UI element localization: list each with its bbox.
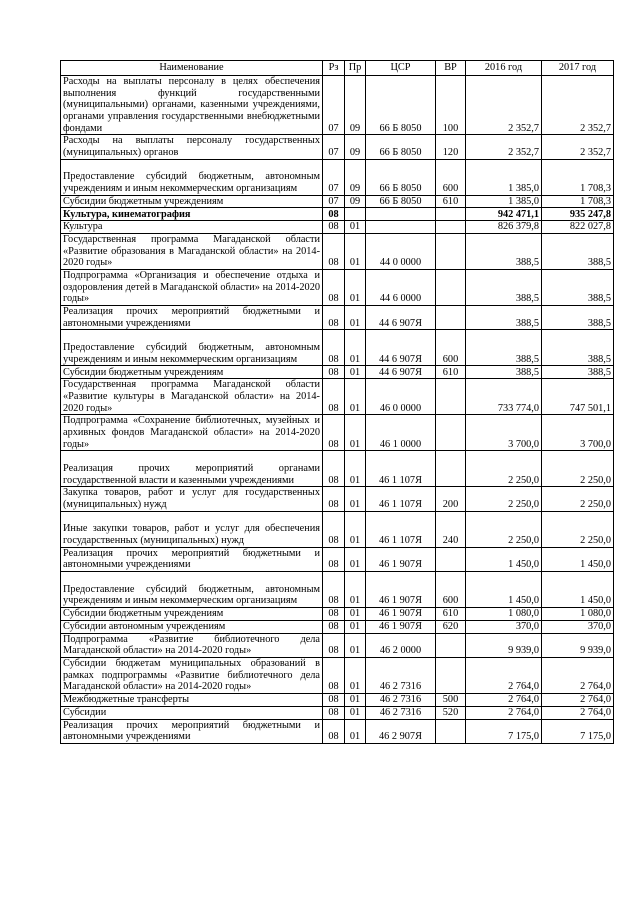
cell-name: Субсидии бюджетам муниципальных образований в рамках подпрограммы «Развитие библиотечного дела Магаданской области» на 2014-2020 годы» — [61, 657, 323, 693]
cell-2016: 388,5 — [466, 305, 542, 329]
cell-name: Субсидии — [61, 706, 323, 719]
cell-rz: 08 — [323, 607, 345, 620]
cell-pr — [345, 208, 366, 221]
cell-2016: 370,0 — [466, 620, 542, 633]
cell-2016: 733 774,0 — [466, 379, 542, 415]
cell-csr: 46 1 107Я — [366, 451, 436, 487]
cell-name: Предоставление субсидий бюджетным, автономным учреждениям и иным некоммерческим организациям — [61, 330, 323, 366]
cell-name: Межбюджетные трансферты — [61, 693, 323, 706]
cell-csr: 46 1 107Я — [366, 487, 436, 511]
cell-2017: 2 250,0 — [542, 487, 614, 511]
cell-csr: 46 2 0000 — [366, 633, 436, 657]
cell-vr: 500 — [436, 693, 466, 706]
table-row — [61, 657, 614, 693]
table-row — [61, 195, 614, 208]
cell-vr: 200 — [436, 487, 466, 511]
cell-csr: 44 0 0000 — [366, 233, 436, 269]
cell-vr — [436, 379, 466, 415]
table-row — [61, 633, 614, 657]
cell-vr: 240 — [436, 511, 466, 547]
cell-2017: 1 080,0 — [542, 607, 614, 620]
cell-2016: 2 250,0 — [466, 511, 542, 547]
cell-pr: 09 — [345, 195, 366, 208]
cell-2017: 2 250,0 — [542, 451, 614, 487]
cell-csr: 46 1 907Я — [366, 571, 436, 607]
table-row — [61, 571, 614, 607]
cell-2017: 9 939,0 — [542, 633, 614, 657]
cell-pr: 01 — [345, 719, 366, 743]
cell-2016: 388,5 — [466, 366, 542, 379]
cell-2017: 2 764,0 — [542, 706, 614, 719]
cell-2017: 2 352,7 — [542, 135, 614, 159]
cell-2017: 388,5 — [542, 269, 614, 305]
table-row — [61, 366, 614, 379]
cell-2016: 388,5 — [466, 269, 542, 305]
cell-csr: 46 0 0000 — [366, 379, 436, 415]
table-row — [61, 379, 614, 415]
cell-name: Субсидии автономным учреждениям — [61, 620, 323, 633]
cell-name: Закупка товаров, работ и услуг для государственных (муниципальных) нужд — [61, 487, 323, 511]
header-name: Наименование — [61, 61, 323, 76]
cell-rz: 08 — [323, 547, 345, 571]
cell-csr: 46 1 907Я — [366, 607, 436, 620]
cell-2016: 2 764,0 — [466, 657, 542, 693]
table-row — [61, 706, 614, 719]
cell-2017: 1 450,0 — [542, 571, 614, 607]
cell-rz: 07 — [323, 159, 345, 195]
cell-2017: 388,5 — [542, 233, 614, 269]
cell-vr: 620 — [436, 620, 466, 633]
cell-pr: 01 — [345, 547, 366, 571]
cell-csr: 66 Б 8050 — [366, 195, 436, 208]
cell-pr: 01 — [345, 693, 366, 706]
header-vr: ВР — [436, 61, 466, 76]
cell-name: Подпрограмма «Развитие библиотечного дела Магаданской области» на 2014-2020 годы» — [61, 633, 323, 657]
cell-2016: 1 385,0 — [466, 195, 542, 208]
cell-rz: 08 — [323, 719, 345, 743]
cell-2017: 388,5 — [542, 305, 614, 329]
cell-2016: 1 450,0 — [466, 571, 542, 607]
header-2016: 2016 год — [466, 61, 542, 76]
cell-rz: 08 — [323, 208, 345, 221]
table-row — [61, 208, 614, 221]
cell-csr — [366, 221, 436, 234]
table-row — [61, 511, 614, 547]
table-row — [61, 76, 614, 135]
cell-csr: 66 Б 8050 — [366, 159, 436, 195]
cell-vr — [436, 208, 466, 221]
header-2017: 2017 год — [542, 61, 614, 76]
cell-name: Расходы на выплаты персоналу в целях обеспечения выполнения функций государственными (муниципальными) органами, казенными учреждениями, органами управления государственными внебюджетными фондами — [61, 76, 323, 135]
cell-vr — [436, 221, 466, 234]
cell-name: Расходы на выплаты персоналу государственных (муниципальных) органов — [61, 135, 323, 159]
cell-rz: 08 — [323, 415, 345, 451]
cell-vr: 600 — [436, 159, 466, 195]
cell-2016: 3 700,0 — [466, 415, 542, 451]
cell-name: Культура, кинематография — [61, 208, 323, 221]
cell-2016: 826 379,8 — [466, 221, 542, 234]
cell-pr: 01 — [345, 511, 366, 547]
cell-2017: 2 764,0 — [542, 693, 614, 706]
table-row — [61, 620, 614, 633]
budget-table — [60, 60, 614, 744]
cell-2017: 747 501,1 — [542, 379, 614, 415]
cell-name: Иные закупки товаров, работ и услуг для обеспечения государственных (муниципальных) нужд — [61, 511, 323, 547]
cell-vr: 120 — [436, 135, 466, 159]
cell-2017: 2 352,7 — [542, 76, 614, 135]
header-csr: ЦСР — [366, 61, 436, 76]
cell-2016: 2 250,0 — [466, 451, 542, 487]
cell-rz: 08 — [323, 305, 345, 329]
cell-2017: 1 708,3 — [542, 195, 614, 208]
cell-2017: 3 700,0 — [542, 415, 614, 451]
cell-2017: 935 247,8 — [542, 208, 614, 221]
cell-pr: 01 — [345, 633, 366, 657]
cell-rz: 08 — [323, 233, 345, 269]
table-row — [61, 221, 614, 234]
cell-rz: 08 — [323, 693, 345, 706]
cell-pr: 01 — [345, 657, 366, 693]
cell-csr: 46 1 907Я — [366, 620, 436, 633]
cell-2016: 1 450,0 — [466, 547, 542, 571]
cell-2017: 2 764,0 — [542, 657, 614, 693]
cell-vr: 520 — [436, 706, 466, 719]
cell-pr: 01 — [345, 451, 366, 487]
cell-2016: 1 385,0 — [466, 159, 542, 195]
table-row — [61, 607, 614, 620]
cell-rz: 08 — [323, 269, 345, 305]
cell-rz: 08 — [323, 657, 345, 693]
cell-rz: 08 — [323, 620, 345, 633]
cell-rz: 07 — [323, 135, 345, 159]
cell-pr: 01 — [345, 379, 366, 415]
cell-rz: 08 — [323, 330, 345, 366]
cell-2016: 2 352,7 — [466, 76, 542, 135]
table-row — [61, 719, 614, 743]
cell-pr: 01 — [345, 487, 366, 511]
cell-vr — [436, 233, 466, 269]
cell-pr: 01 — [345, 269, 366, 305]
cell-name: Реализация прочих мероприятий бюджетными и автономными учреждениями — [61, 547, 323, 571]
cell-name: Субсидии бюджетным учреждениям — [61, 366, 323, 379]
cell-2016: 2 764,0 — [466, 706, 542, 719]
cell-rz: 07 — [323, 76, 345, 135]
table-row — [61, 415, 614, 451]
cell-2016: 2 250,0 — [466, 487, 542, 511]
cell-rz: 08 — [323, 571, 345, 607]
cell-pr: 01 — [345, 607, 366, 620]
cell-pr: 01 — [345, 571, 366, 607]
cell-csr: 46 2 7316 — [366, 693, 436, 706]
cell-csr: 44 6 907Я — [366, 366, 436, 379]
cell-csr: 46 1 107Я — [366, 511, 436, 547]
cell-vr: 600 — [436, 571, 466, 607]
cell-pr: 01 — [345, 221, 366, 234]
cell-2017: 1 708,3 — [542, 159, 614, 195]
cell-pr: 01 — [345, 233, 366, 269]
table-row — [61, 330, 614, 366]
header-row — [61, 61, 614, 76]
cell-2017: 2 250,0 — [542, 511, 614, 547]
cell-2016: 1 080,0 — [466, 607, 542, 620]
cell-csr: 46 2 7316 — [366, 706, 436, 719]
cell-pr: 01 — [345, 415, 366, 451]
cell-2016: 9 939,0 — [466, 633, 542, 657]
cell-2017: 388,5 — [542, 330, 614, 366]
cell-name: Реализация прочих мероприятий бюджетными и автономными учреждениями — [61, 719, 323, 743]
cell-vr: 610 — [436, 607, 466, 620]
cell-pr: 01 — [345, 305, 366, 329]
cell-vr — [436, 547, 466, 571]
cell-rz: 08 — [323, 451, 345, 487]
cell-2017: 388,5 — [542, 366, 614, 379]
cell-rz: 08 — [323, 379, 345, 415]
cell-vr — [436, 305, 466, 329]
cell-vr — [436, 657, 466, 693]
cell-rz: 08 — [323, 706, 345, 719]
cell-pr: 09 — [345, 135, 366, 159]
cell-2017: 822 027,8 — [542, 221, 614, 234]
cell-csr — [366, 208, 436, 221]
cell-csr: 46 1 0000 — [366, 415, 436, 451]
cell-csr: 66 Б 8050 — [366, 76, 436, 135]
cell-pr: 01 — [345, 620, 366, 633]
cell-vr — [436, 633, 466, 657]
cell-rz: 08 — [323, 221, 345, 234]
cell-vr: 100 — [436, 76, 466, 135]
cell-pr: 01 — [345, 366, 366, 379]
cell-2017: 1 450,0 — [542, 547, 614, 571]
table-row — [61, 135, 614, 159]
cell-name: Государственная программа Магаданской области «Развитие образования в Магаданской области» на 2014-2020 годы» — [61, 233, 323, 269]
cell-2016: 388,5 — [466, 330, 542, 366]
cell-2016: 2 764,0 — [466, 693, 542, 706]
cell-csr: 44 6 907Я — [366, 305, 436, 329]
cell-rz: 07 — [323, 195, 345, 208]
cell-name: Предоставление субсидий бюджетным, автономным учреждениям и иным некоммерческим организациям — [61, 571, 323, 607]
cell-pr: 09 — [345, 76, 366, 135]
cell-csr: 66 Б 8050 — [366, 135, 436, 159]
cell-csr: 44 6 0000 — [366, 269, 436, 305]
cell-vr: 610 — [436, 195, 466, 208]
table-row — [61, 159, 614, 195]
cell-rz: 08 — [323, 633, 345, 657]
cell-rz: 08 — [323, 487, 345, 511]
cell-csr: 46 2 7316 — [366, 657, 436, 693]
cell-name: Предоставление субсидий бюджетным, автономным учреждениям и иным некоммерческим организациям — [61, 159, 323, 195]
cell-2017: 7 175,0 — [542, 719, 614, 743]
cell-vr: 600 — [436, 330, 466, 366]
table-row — [61, 451, 614, 487]
cell-name: Культура — [61, 221, 323, 234]
table-row — [61, 233, 614, 269]
cell-name: Субсидии бюджетным учреждениям — [61, 195, 323, 208]
cell-name: Подпрограмма «Сохранение библиотечных, музейных и архивных фондов Магаданской области» на 2014-2020 годы» — [61, 415, 323, 451]
cell-name: Реализация прочих мероприятий органами государственной власти и казенными учреждениями — [61, 451, 323, 487]
cell-vr — [436, 269, 466, 305]
cell-csr: 46 1 907Я — [366, 547, 436, 571]
table-row — [61, 305, 614, 329]
header-pr: Пр — [345, 61, 366, 76]
cell-name: Подпрограмма «Организация и обеспечение отдыха и оздоровления детей в Магаданской области» на 2014-2020 годы» — [61, 269, 323, 305]
table-row — [61, 487, 614, 511]
cell-2016: 388,5 — [466, 233, 542, 269]
cell-vr: 610 — [436, 366, 466, 379]
cell-name: Субсидии бюджетным учреждениям — [61, 607, 323, 620]
cell-2016: 7 175,0 — [466, 719, 542, 743]
cell-name: Реализация прочих мероприятий бюджетными и автономными учреждениями — [61, 305, 323, 329]
cell-2016: 2 352,7 — [466, 135, 542, 159]
cell-rz: 08 — [323, 511, 345, 547]
cell-name: Государственная программа Магаданской области «Развитие культуры в Магаданской области» на 2014-2020 годы» — [61, 379, 323, 415]
cell-2016: 942 471,1 — [466, 208, 542, 221]
cell-pr: 09 — [345, 159, 366, 195]
table-row — [61, 269, 614, 305]
cell-pr: 01 — [345, 706, 366, 719]
cell-vr — [436, 415, 466, 451]
cell-vr — [436, 451, 466, 487]
cell-csr: 44 6 907Я — [366, 330, 436, 366]
cell-2017: 370,0 — [542, 620, 614, 633]
cell-rz: 08 — [323, 366, 345, 379]
table-row — [61, 547, 614, 571]
cell-csr: 46 2 907Я — [366, 719, 436, 743]
cell-vr — [436, 719, 466, 743]
cell-pr: 01 — [345, 330, 366, 366]
header-rz: Рз — [323, 61, 345, 76]
table-row — [61, 693, 614, 706]
